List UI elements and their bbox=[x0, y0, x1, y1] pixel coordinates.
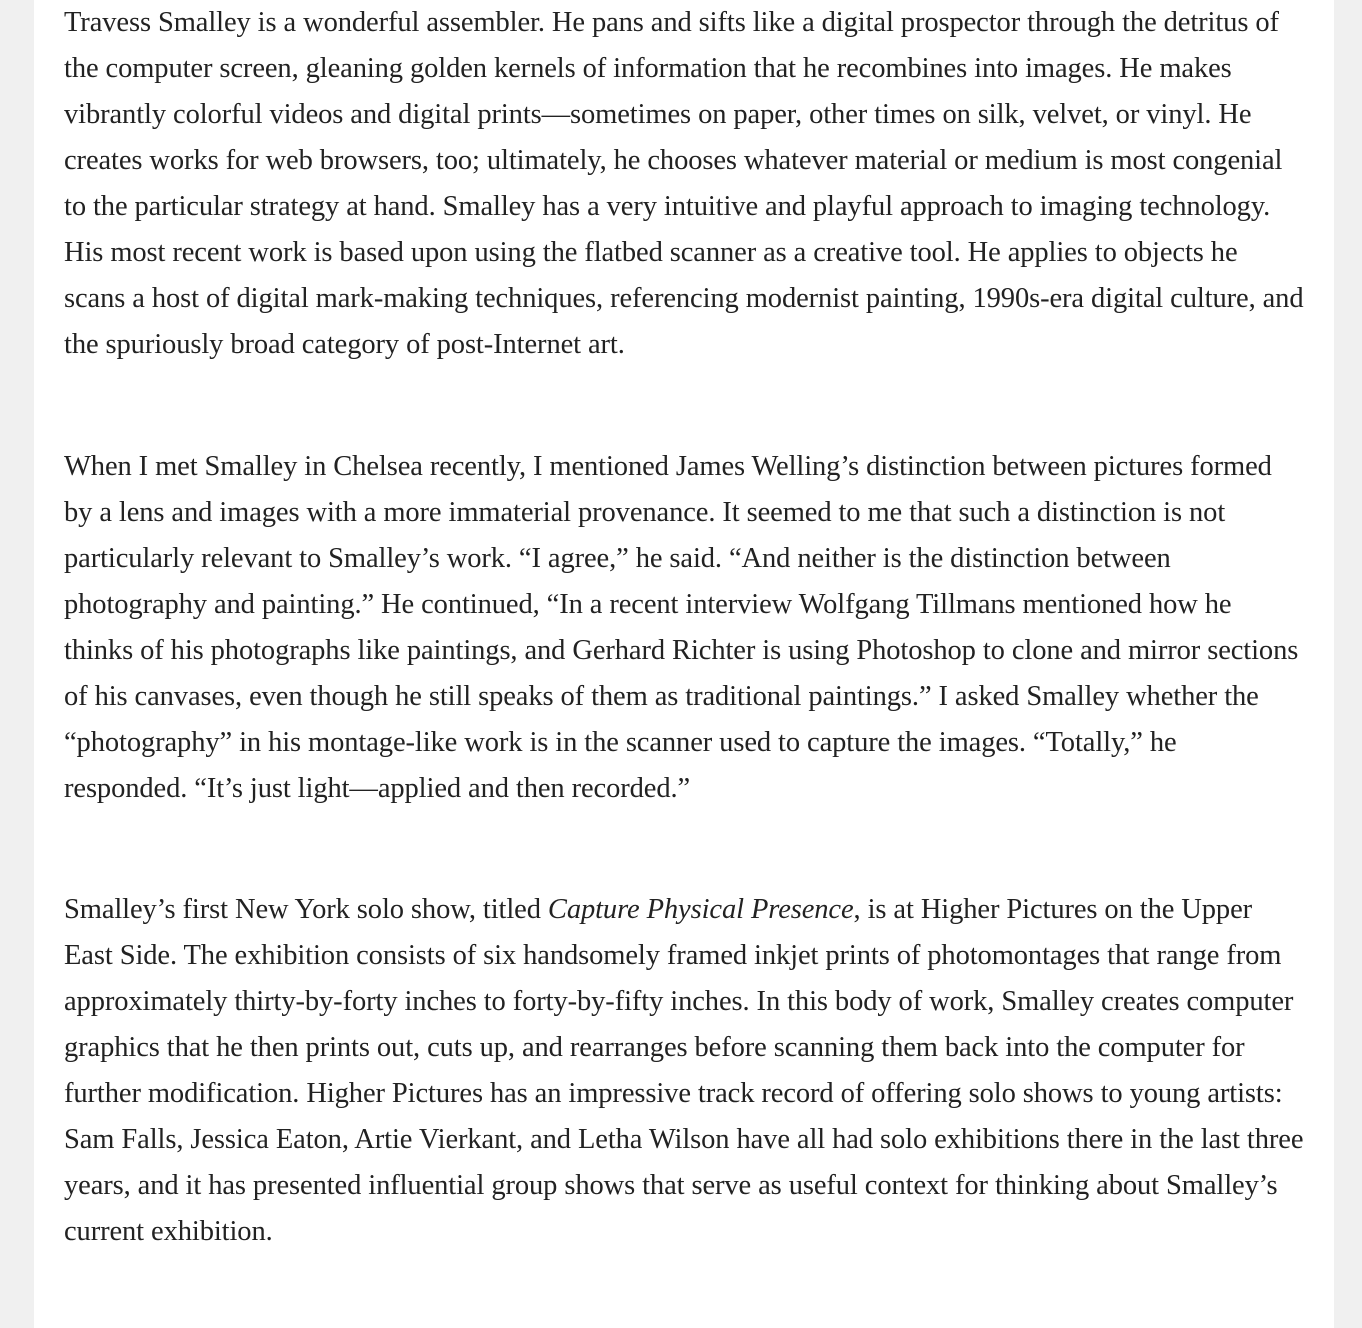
paragraph-3-lead: Smalley’s first New York solo show, titled bbox=[64, 894, 548, 925]
article-paragraph-2: When I met Smalley in Chelsea recently, I mentioned James Welling’s distinction between pictures formed by a lens and images with a more immaterial provenance. It seemed to me that such a distinction is not particularly relevant to Smalley’s work. “I agree,” he said. “And neither is the distinction between photography and painting.” He continued, “In a recent interview Wolfgang Tillmans mentioned how he thinks of his photographs like paintings, and Gerhard Richter is using Photoshop to clone and mirror sections of his canvases, even though he still speaks of them as traditional paintings.” I asked Smalley whether the “photography” in his montage-like work is in the scanner used to capture the images. “Totally,” he responded. “It’s just light—applied and then recorded.” bbox=[64, 451, 1299, 804]
article-paragraph-1: Travess Smalley is a wonderful assembler. He pans and sifts like a digital prospector through the detritus of the computer screen, gleaning golden kernels of information that he recombines into images. He makes vibrantly colorful videos and digital prints—sometimes on paper, other times on silk, velvet, or vinyl. He creates works for web browsers, too; ultimately, he chooses whatever material or medium is most congenial to the particular strategy at hand. Smalley has a very intuitive and playful approach to imaging technology. His most recent work is based upon using the flatbed scanner as a creative tool. He applies to objects he scans a host of digital mark-making techniques, referencing modernist painting, 1990s-era digital culture, and the spuriously broad category of post-Internet art. bbox=[64, 7, 1304, 360]
exhibition-title: Capture Physical Presence bbox=[547, 894, 854, 925]
article-paragraph-3 bbox=[64, 887, 1304, 1255]
page-background bbox=[34, 0, 1334, 1328]
paragraph-3-rest: , is at Higher Pictures on the Upper East Side. The exhibition consists of six handsomely framed inkjet prints of photomontages that range from approximately thirty-by-forty inches to forty-by-fifty inches. In this body of work, Smalley creates computer graphics that he then prints out, cuts up, and rearranges before scanning them back into the computer for further modification. Higher Pictures has an impressive track record of offering solo shows to young artists: Sam Falls, Jessica Eaton, Artie Vierkant, and Letha Wilson have all had solo exhibitions there in the last three years, and it has presented influential group shows that serve as useful context for thinking about Smalley’s current exhibition. bbox=[64, 894, 1304, 1247]
